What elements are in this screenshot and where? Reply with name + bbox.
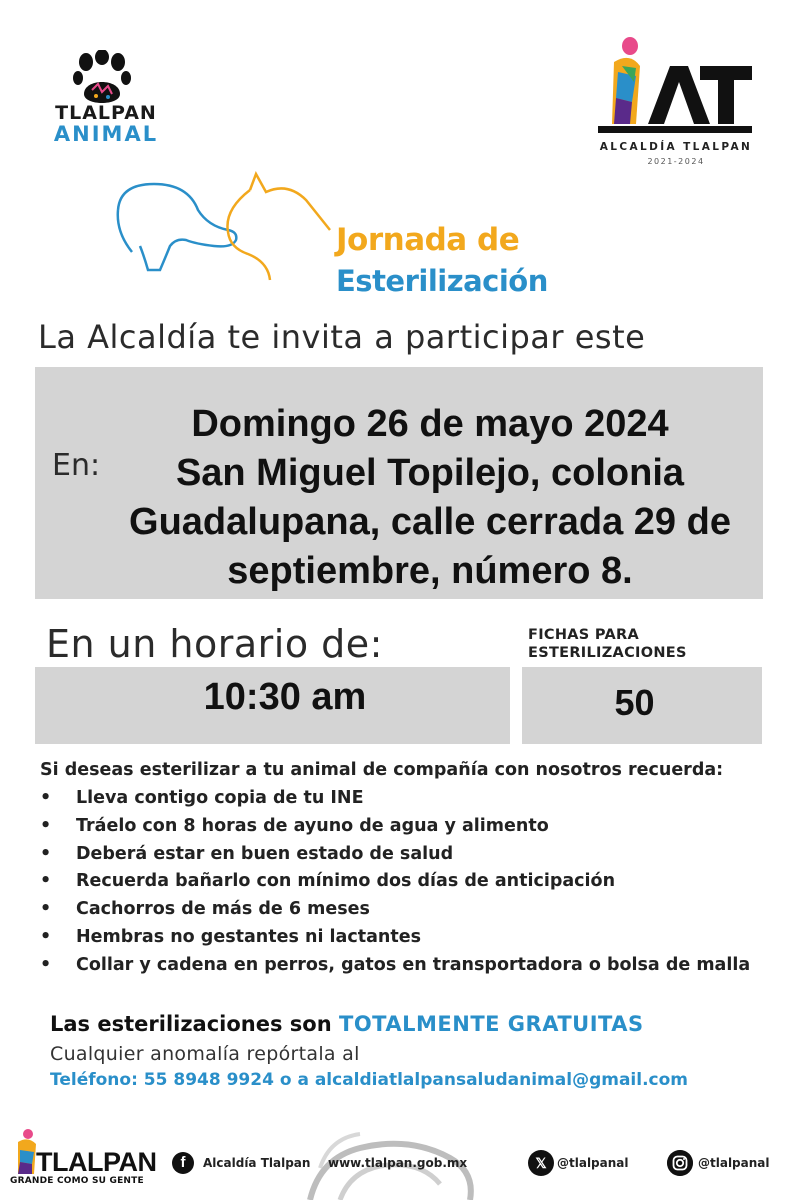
- fichas-label-line1: FICHAS PARA: [528, 627, 639, 643]
- paw-icon: [72, 50, 132, 106]
- x-handle-link[interactable]: @tlalpanal: [557, 1156, 629, 1170]
- anomaly-text: Cualquier anomalía repórtala al: [50, 1043, 360, 1065]
- footer-brand: TLALPAN: [36, 1147, 157, 1177]
- schedule-time: 10:30 am: [203, 676, 367, 718]
- list-item: • Recuerda bañarlo con mínimo dos días de anticipación: [40, 868, 750, 896]
- bullet: •: [40, 815, 52, 836]
- list-item: • Collar y cadena en perros, gatos en transportadora o bolsa de malla: [40, 952, 750, 980]
- event-address-line2: Guadalupana, calle cerrada 29 de: [129, 501, 731, 543]
- facebook-icon[interactable]: f: [172, 1152, 194, 1174]
- event-details: [105, 400, 755, 596]
- tlalpan-animal-line2: ANIMAL: [53, 122, 159, 146]
- requirements-intro: Si deseas esterilizar a tu animal de compañía con nosotros recuerda:: [40, 760, 724, 780]
- fichas-value: 50: [614, 682, 655, 723]
- list-item: • Deberá estar en buen estado de salud: [40, 841, 750, 869]
- free-notice-highlight: TOTALMENTE GRATUITAS: [339, 1012, 644, 1036]
- dog-cat-outline-icon: [110, 170, 350, 295]
- bullet: •: [40, 843, 52, 864]
- event-location-label: En:: [52, 448, 101, 483]
- fichas-label: [528, 626, 718, 662]
- x-icon[interactable]: 𝕏: [528, 1150, 554, 1176]
- event-date: Domingo 26 de mayo 2024: [191, 403, 669, 445]
- instagram-link[interactable]: @tlalpanal: [698, 1156, 770, 1170]
- free-notice: [50, 1012, 644, 1036]
- list-item: • Lleva contigo copia de tu INE: [40, 785, 750, 813]
- bullet: •: [40, 871, 52, 892]
- footer-tagline: GRANDE COMO SU GENTE: [10, 1176, 144, 1186]
- bullet: •: [40, 899, 52, 920]
- event-address-line3: septiembre, número 8.: [227, 550, 633, 592]
- requirements-list: [40, 785, 750, 980]
- bullet: •: [40, 788, 52, 808]
- fichas-label-line2: ESTERILIZACIONES: [528, 645, 687, 661]
- website-link[interactable]: www.tlalpan.gob.mx: [328, 1156, 468, 1170]
- bullet: •: [40, 926, 52, 947]
- free-notice-prefix: Las esterilizaciones son: [50, 1012, 339, 1036]
- alcaldia-caption: ALCALDÍA TLALPAN: [599, 141, 753, 153]
- schedule-label: En un horario de:: [46, 622, 383, 666]
- alcaldia-years: 2021-2024: [647, 157, 705, 166]
- bullet: •: [40, 954, 52, 975]
- contact-info[interactable]: Teléfono: 55 8948 9924 o a alcaldiatlalpansaludanimal@gmail.com: [50, 1070, 689, 1090]
- list-item: • Cachorros de más de 6 meses: [40, 896, 750, 924]
- list-item: • Hembras no gestantes ni lactantes: [40, 924, 750, 952]
- instagram-icon[interactable]: [667, 1150, 693, 1176]
- facebook-link[interactable]: Alcaldía Tlalpan: [203, 1156, 311, 1170]
- invite-text: La Alcaldía te invita a participar este: [38, 318, 646, 356]
- logo-divider: [598, 126, 752, 133]
- list-item: • Tráelo con 8 horas de ayuno de agua y alimento: [40, 813, 750, 841]
- title-line1: Jornada de: [336, 222, 520, 258]
- title-line2: Esterilización: [336, 264, 548, 298]
- tlalpan-animal-line1: TLALPAN: [55, 102, 157, 124]
- event-address-line1: San Miguel Topilejo, colonia: [175, 452, 685, 494]
